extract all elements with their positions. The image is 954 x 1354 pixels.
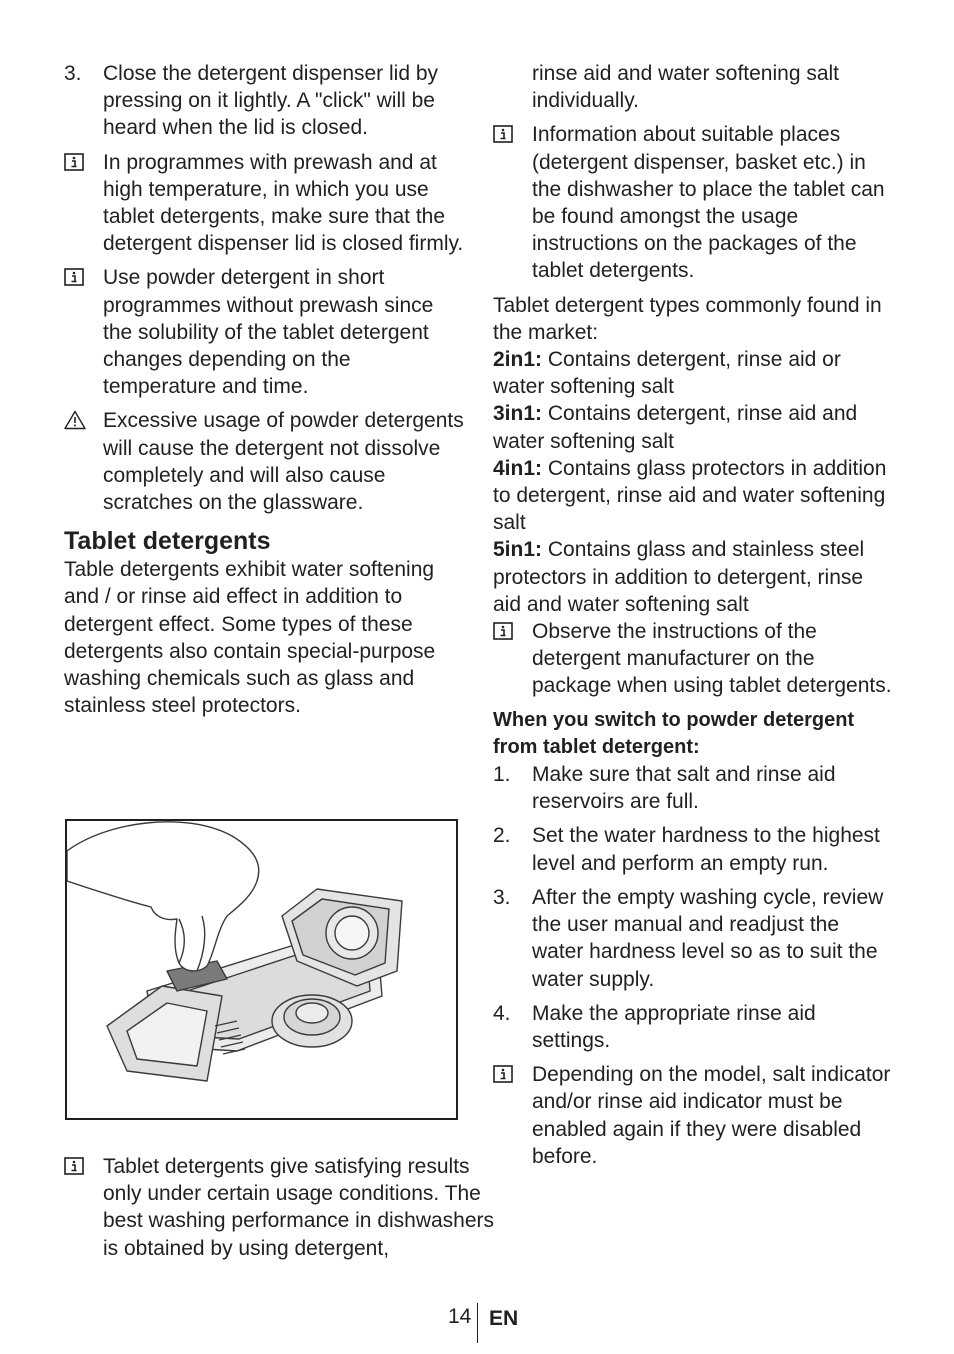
info-text: Observe the instructions of the detergent manufacturer on the package when using tablet detergents. xyxy=(532,620,892,698)
hand-placing-tablet-illustration xyxy=(67,821,456,1118)
switch-step-4 xyxy=(493,1000,893,1054)
step-number: 1. xyxy=(493,763,511,787)
info-text: Tablet detergents give satisfying results only under certain usage conditions. The best washing performance in dishwashers is obtained by using detergent, xyxy=(103,1155,495,1260)
page-footer xyxy=(0,1303,954,1343)
footer-divider xyxy=(477,1303,478,1343)
continuation-text: rinse aid and water softening salt individually. xyxy=(532,62,840,113)
warning-triangle-icon xyxy=(64,410,86,430)
type-4in1 xyxy=(493,455,893,537)
type-label: 5in1: xyxy=(493,538,543,562)
right-column xyxy=(493,60,893,1170)
section-body: Table detergents exhibit water softening and / or rinse aid effect in addition to detergent effect. Some types of these detergents also contain special-purpose washing chemicals such as glass and stainless steel protectors. xyxy=(64,558,436,718)
type-text: Contains detergent, rinse aid or water softening salt xyxy=(493,348,841,399)
types-intro: Tablet detergent types commonly found in the market: xyxy=(493,293,882,344)
step-number: 3. xyxy=(64,62,82,85)
info-text: In programmes with prewash and at high temperature, in which you use tablet detergents, make sure that the detergent dispenser lid is closed firmly. xyxy=(103,150,464,256)
info-text: Information about suitable places (detergent dispenser, basket etc.) in the dishwasher to place the tablet can be found amongst the usage instructions on the packages of the tablet detergents. xyxy=(532,123,885,283)
type-label: 3in1: xyxy=(493,402,543,426)
info-note-indicators xyxy=(493,1061,893,1170)
step-number: 3. xyxy=(493,885,511,909)
step-text: Close the detergent dispenser lid by pressing on it lightly. A "click" will be heard when the lid is closed. xyxy=(103,62,439,140)
step-3 xyxy=(64,60,464,142)
type-label: 4in1: xyxy=(493,456,543,480)
info-icon xyxy=(64,153,84,171)
page-number: 14 xyxy=(448,1305,472,1328)
info-note-manufacturer xyxy=(493,618,893,700)
info-note-powder xyxy=(64,264,464,400)
type-text: Contains glass and stainless steel protectors in addition to detergent, rinse aid and water softening salt xyxy=(493,538,865,616)
info-icon xyxy=(493,1065,513,1083)
info-note-prewash xyxy=(64,149,464,258)
switch-step-3 xyxy=(493,884,893,993)
type-2in1 xyxy=(493,346,893,400)
language-code: EN xyxy=(489,1307,519,1330)
info-text: Depending on the model, salt indicator and/or rinse aid indicator must be enabled again if they were disabled before. xyxy=(532,1063,891,1168)
switch-heading: When you switch to powder detergent from tablet detergent: xyxy=(493,708,855,758)
info-icon xyxy=(64,268,84,286)
step-text: Set the water hardness to the highest level and perform an empty run. xyxy=(532,824,880,875)
info-note-placement xyxy=(493,121,893,284)
info-note-tablet-results xyxy=(64,1153,503,1262)
info-icon xyxy=(493,125,513,143)
warning-text: Excessive usage of powder detergents will cause the detergent not dissolve completely and will also cause scratches on the glassware. xyxy=(103,409,464,515)
step-number: 2. xyxy=(493,824,511,848)
type-label: 2in1: xyxy=(493,348,543,372)
step-text: Make sure that salt and rinse aid reservoirs are full. xyxy=(532,763,836,814)
info-text: Use powder detergent in short programmes without prewash since the solubility of the tablet detergent changes depending on the temperature and time. xyxy=(103,266,434,399)
step-number: 4. xyxy=(493,1001,511,1025)
left-column xyxy=(64,60,464,719)
info-icon xyxy=(64,1157,84,1175)
type-text: Contains detergent, rinse aid and water softening salt xyxy=(493,402,858,453)
type-3in1 xyxy=(493,400,893,454)
step-text: After the empty washing cycle, review the user manual and readjust the water hardness level so as to suit the water supply. xyxy=(532,885,884,991)
step-text: Make the appropriate rinse aid settings. xyxy=(532,1001,816,1052)
type-text: Contains glass protectors in addition to detergent, rinse aid and water softening salt xyxy=(493,456,887,535)
section-title: Tablet detergents xyxy=(64,527,271,556)
info-icon xyxy=(493,622,513,640)
switch-step-1 xyxy=(493,761,893,815)
type-5in1 xyxy=(493,536,893,618)
switch-step-2 xyxy=(493,822,893,876)
dispenser-illustration xyxy=(65,819,458,1120)
warning-note xyxy=(64,407,464,516)
